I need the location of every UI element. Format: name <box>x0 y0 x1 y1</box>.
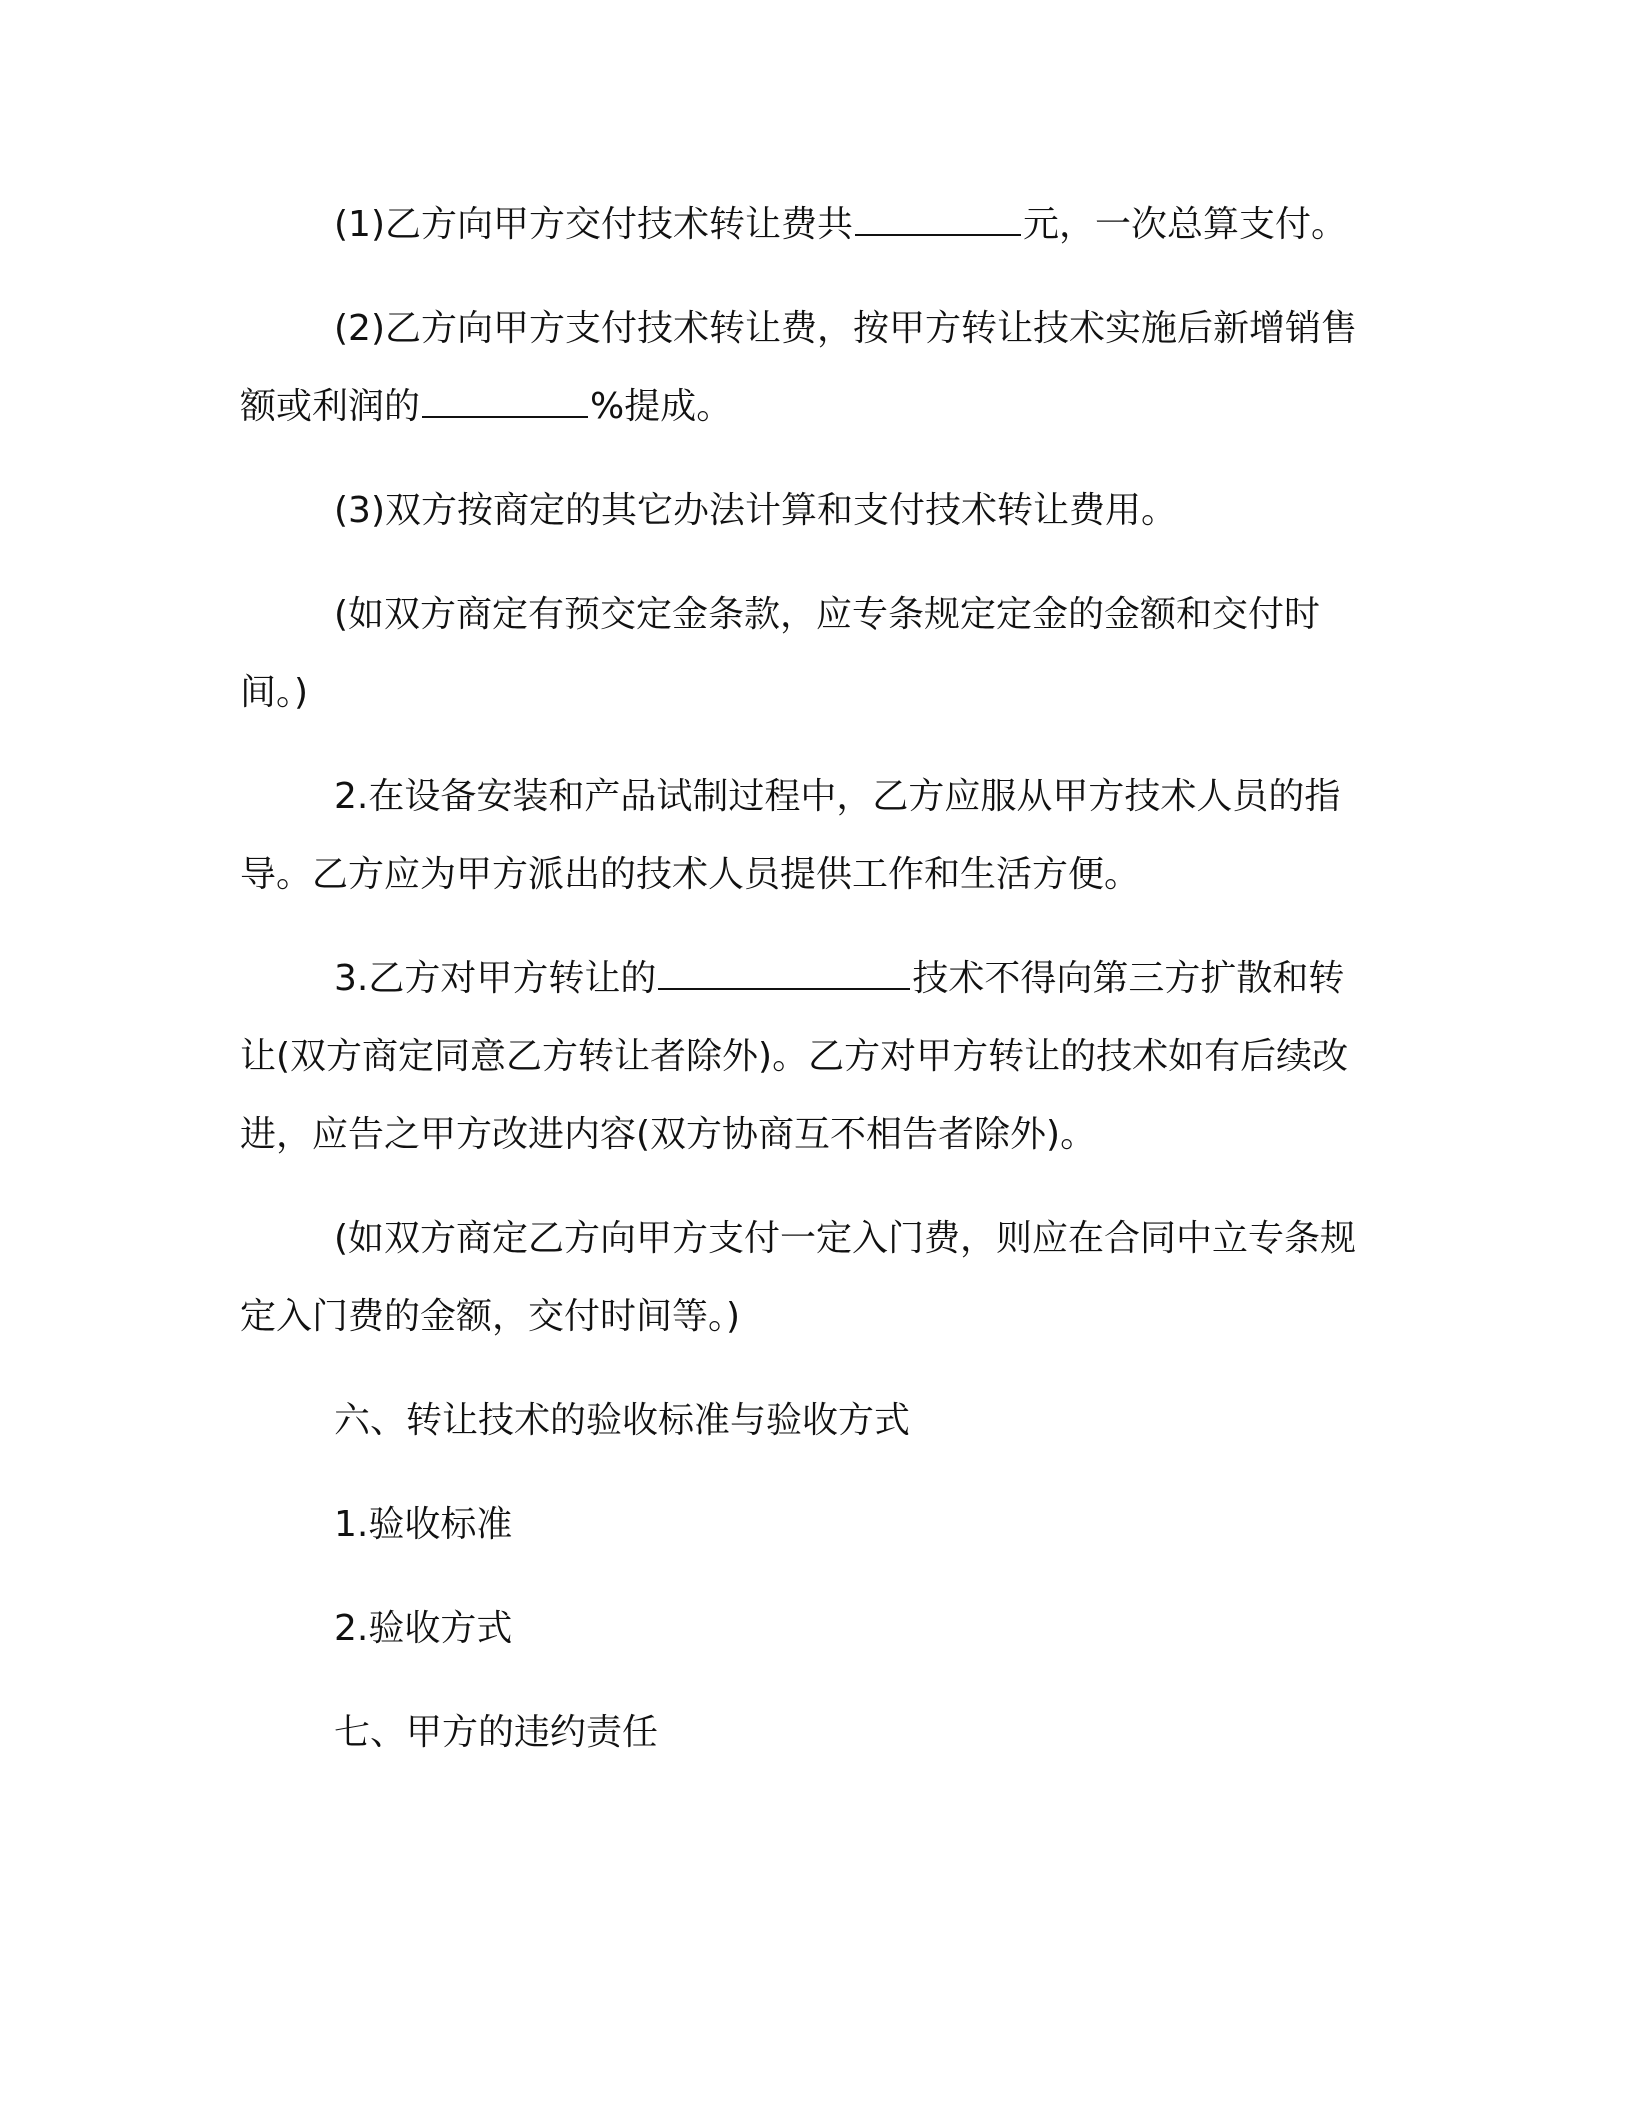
paragraph-payment-other: (3)双方按商定的其它办法计算和支付技术转让费用。 <box>334 490 1177 531</box>
fill-blank-percentage <box>422 386 588 418</box>
paragraph-entry-fee-note: (如双方商定乙方向甲方支付一定入门费，则应在合同中立专条规定入门费的金额，交付时间等。) <box>240 1218 1357 1337</box>
paragraph-installation: 2.在设备安装和产品试制过程中，乙方应服从甲方技术人员的指导。乙方应为甲方派出的技术人员提供工作和生活方便。 <box>240 776 1341 895</box>
fill-blank-amount <box>855 204 1021 236</box>
document-body <box>240 186 1380 1798</box>
paragraph-payment-percentage: (2)乙方向甲方支付技术转让费，按甲方转让技术实施后新增销售额或利润的 %提成。 <box>240 308 1357 427</box>
section-heading-liability: 七、甲方的违约责任 <box>334 1712 659 1753</box>
paragraph-acceptance-standard: 1.验收标准 <box>334 1504 513 1545</box>
paragraph-acceptance-method: 2.验收方式 <box>334 1608 513 1649</box>
paragraph-payment-lump-sum: (1)乙方向甲方交付技术转让费共 元，一次总算支付。 <box>334 204 1348 245</box>
fill-blank-technology <box>658 958 910 990</box>
paragraph-deposit-note: (如双方商定有预交定金条款，应专条规定定金的金额和交付时间。) <box>240 594 1321 713</box>
paragraph-confidentiality: 3.乙方对甲方转让的 技术不得向第三方扩散和转让(双方商定同意乙方转让者除外)。乙方对甲方转让的技术如有后续改进，应告之甲方改进内容(双方协商互不相告者除外)。 <box>240 958 1349 1155</box>
section-heading-acceptance: 六、转让技术的验收标准与验收方式 <box>334 1400 911 1441</box>
